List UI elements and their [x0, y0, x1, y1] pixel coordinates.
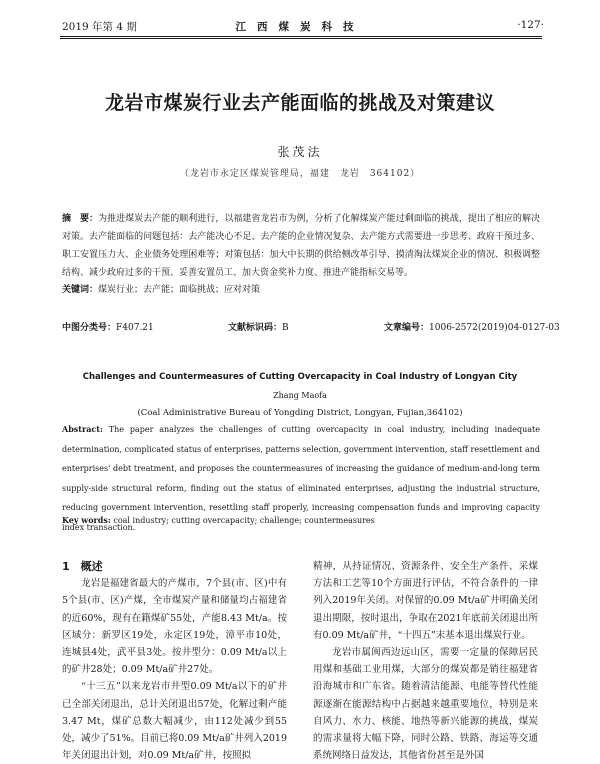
page-number: ·127· — [517, 19, 544, 31]
keywords-cn-text: 煤炭行业；去产能；面临挑战；应对对策 — [98, 285, 261, 295]
author-name: 张茂法 — [277, 145, 323, 159]
keywords-en-text: coal industry; cutting overcapacity; challenge; countermeasures — [113, 516, 375, 525]
body-paragraph: 龙岩是福建省最大的产煤市，7个县(市、区)中有5个县(市、区)产煤，全市煤炭产量和储量均占福建省的近60%，现有在籍煤矿55处，产能8.43 Mt/a。按区域分：新罗区19处，永定区19处，漳平市10处，连城县4处，武平县3处。按井型分：0.09 Mt/a以上的矿井28处；0.09 Mt/a矿井27处。 — [62, 578, 287, 676]
body-column-left — [62, 558, 287, 764]
article-number: 文章编号：1006-2572(2019)04-0127-03 — [384, 323, 560, 333]
journal-name: 江西煤炭科技 — [235, 21, 365, 33]
body-column-right — [313, 558, 538, 764]
keywords-en-label: Key words: — [62, 515, 111, 525]
header-rule — [60, 36, 542, 37]
abstract-cn-label: 摘 要： — [62, 214, 99, 224]
english-title: Challenges and Countermeasures of Cutting Overcapacity in Coal Industry of Longyan City — [82, 372, 518, 382]
paper-title: 龙岩市煤炭行业去产能面临的挑战及对策建议 — [104, 92, 495, 114]
keywords-cn — [62, 281, 540, 299]
clc-code: 中图分类号：F407.21 — [62, 323, 154, 333]
abstract-en-label: Abstract: — [62, 424, 103, 434]
body-paragraph: 龙岩市属闽西边远山区，需要一定量的保障居民用煤和基础工业用煤，大部分的煤炭都是销往福建省沿海城市和广东省。随着清洁能源、电能等替代性能源逐渐在能源结构中占据越来越重要地位，特别是来自风力、水力、核能、地热等新兴能源的挑战，煤炭的需求量将大幅下降，同时公路、铁路、海运等交通系统网络日益发达，其他省份甚至是外国 — [313, 647, 538, 762]
english-affiliation: (Coal Administrative Bureau of Yongding District, Longyan, Fujian,364102) — [137, 408, 463, 418]
keywords-en — [62, 511, 540, 531]
english-author: Zhang Maofa — [273, 391, 327, 400]
author-affiliation: （龙岩市永定区煤炭管理局，福建 龙岩 364102） — [179, 169, 421, 179]
issue-label: 2019 年第 4 期 — [62, 21, 137, 33]
abstract-cn-text: 为推进煤炭去产能的顺利进行，以福建省龙岩市为例，分析了化解煤炭产能过剩面临的挑战，提出了相应的解决对策。去产能面临的问题包括：去产能决心不足、去产能的企业情况复杂、去产能方式需要进一步思考、政府干预过多、职工安置压力大、企业债务处理困难等；对策包括：加大中长期的供给侧改革引导、摸清淘汰煤炭企业的情况、积极调整结构、减少政府过多的干预、妥善安置员工、加大资金奖补力度、推进产能指标交易等。 — [62, 214, 540, 278]
abstract-en-text: The paper analyzes the challenges of cutting overcapacity in coal industry, including inadequate determination, complicated status of enterprises, patterns selection, government intervention, staff resettlement and enterprises' debt treatment, and proposes the countermeasures of increasing the guidance of medium-and-long term supply-side structural reform, finding out the status of eliminated enterprises, adjusting the industrial structure, reducing government intervention, resettling staff properly, increasing compensation funds and improving capacity index transaction. — [62, 425, 541, 532]
document-code: 文献标识码：B — [228, 323, 289, 333]
keywords-cn-label: 关键词： — [62, 285, 99, 295]
abstract-cn — [62, 210, 540, 282]
body-paragraph: “十三五”以来龙岩市井型0.09 Mt/a以下的矿井已全部关闭退出，总计关闭退出57处，化解过剩产能3.47 Mt，煤矿总数大幅减少，由112处减少到55处，减少了51%。目前已将0.09 Mt/a矿井列入2019年关闭退出计划，对0.09 Mt/a矿井，按照拟 — [62, 681, 287, 762]
header-rule-double — [60, 38, 542, 39]
section-1-heading: 1 概述 — [62, 560, 103, 573]
body-paragraph: 精神，从持证情况、资源条件、安全生产条件、采煤方法和工艺等10个方面进行评估，不符合条件的一律列入2019年关闭。对保留的0.09 Mt/a矿井明确关闭退出期限，按时退出，争取在2021年底前关闭退出所有0.09 Mt/a矿井，“十四五”末基本退出煤炭行业。 — [313, 561, 538, 641]
